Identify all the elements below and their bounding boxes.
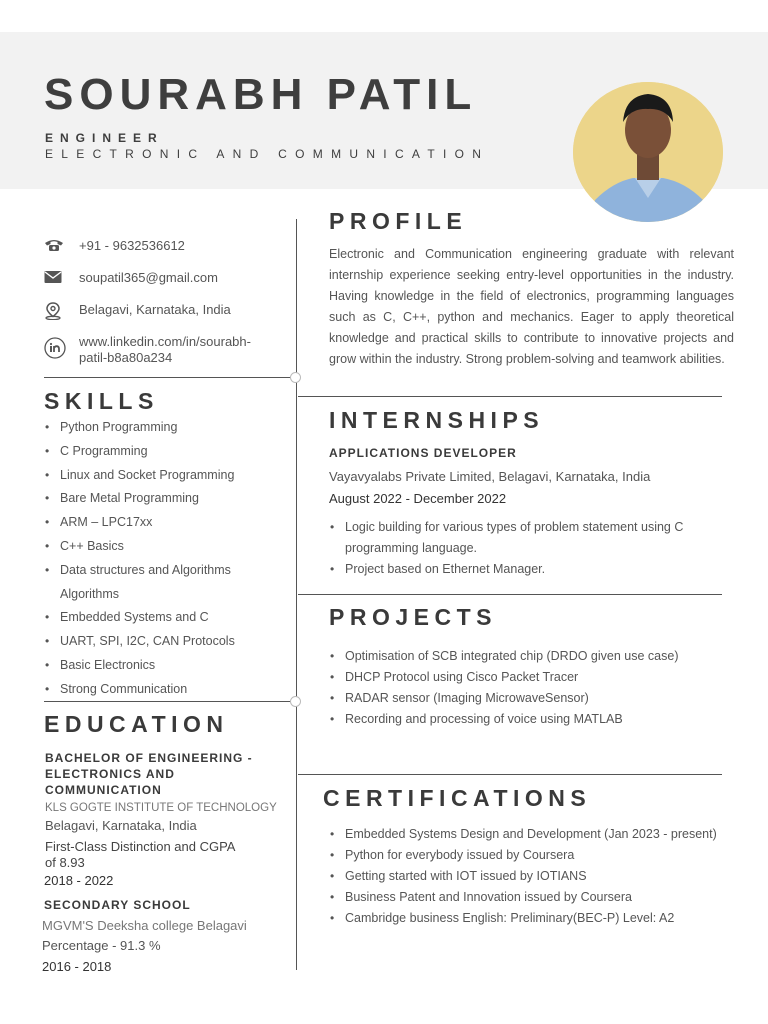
- profile-photo: [573, 82, 723, 222]
- internship-bullet: • Project based on Ethernet Manager.: [329, 559, 709, 580]
- skill-item: • ARM – LPC17xx: [44, 511, 279, 535]
- projects-heading: PROJECTS: [329, 604, 497, 630]
- degree-years: 2018 - 2022: [44, 873, 114, 888]
- job-company: Vayavyalabs Private Limited, Belagavi, Karnataka, India: [329, 469, 651, 484]
- secondary-school-percentage: Percentage - 91.3 %: [42, 938, 161, 953]
- skills-heading: SKILLS: [44, 388, 159, 414]
- secondary-school-years: 2016 - 2018: [42, 959, 112, 974]
- certification-item: • Business Patent and Innovation issued by Coursera: [329, 887, 749, 908]
- college-name: KLS GOGTE INSTITUTE OF TECHNOLOGY: [45, 802, 277, 814]
- divider-dot: [290, 696, 301, 707]
- certification-item: • Cambridge business English: Preliminary(BEC-P) Level: A2: [329, 908, 749, 929]
- internships-heading: INTERNSHIPS: [329, 407, 545, 433]
- divider-dot: [290, 372, 301, 383]
- certification-item: • Python for everybody issued by Coursera: [329, 845, 749, 866]
- skill-item: • UART, SPI, I2C, CAN Protocols: [44, 630, 279, 654]
- candidate-name: SOURABH PATIL: [44, 70, 478, 119]
- location-pin-icon: [44, 302, 64, 320]
- skill-item: • Python Programming: [44, 416, 279, 440]
- skill-item: • Strong Communication: [44, 678, 279, 702]
- skill-item: • Data structures and Algorithms Algorithms: [44, 559, 235, 607]
- phone-icon: [44, 238, 64, 256]
- education-heading: EDUCATION: [44, 711, 229, 737]
- profile-heading: PROFILE: [329, 208, 468, 234]
- linkedin-icon: [44, 337, 64, 355]
- email-link[interactable]: soupatil365@gmail.com: [79, 270, 218, 285]
- linkedin-link[interactable]: www.linkedin.com/in/sourabh-patil-b8a80a234: [79, 334, 251, 365]
- project-item: • Optimisation of SCB integrated chip (DRDO given use case): [329, 646, 729, 667]
- internship-bullet: • Logic building for various types of problem statement using C programming language.: [329, 517, 709, 559]
- divider: [298, 774, 722, 775]
- degree-result: First-Class Distinction and CGPA of 8.93: [45, 839, 235, 870]
- internship-bullets: [329, 517, 709, 580]
- skill-item: • C++ Basics: [44, 535, 279, 559]
- secondary-school-name: MGVM'S Deeksha college Belagavi: [42, 918, 247, 933]
- certification-item: • Embedded Systems Design and Development (Jan 2023 - present): [329, 824, 749, 845]
- role-title: ENGINEER: [45, 131, 164, 145]
- skill-item: • Linux and Socket Programming: [44, 464, 279, 488]
- job-title: APPLICATIONS DEVELOPER: [329, 446, 517, 460]
- certification-item: • Getting started with IOT issued by IOTIANS: [329, 866, 749, 887]
- skills-list: [44, 416, 279, 702]
- email-icon: [44, 270, 64, 288]
- divider: [298, 594, 722, 595]
- certifications-heading: CERTIFICATIONS: [323, 785, 592, 811]
- column-divider: [296, 219, 297, 970]
- certifications-list: [329, 824, 749, 929]
- projects-list: [329, 646, 729, 730]
- divider: [298, 396, 722, 397]
- degree-title: BACHELOR OF ENGINEERING - ELECTRONICS AND COMMUNICATION: [45, 751, 253, 797]
- job-dates: August 2022 - December 2022: [329, 491, 507, 506]
- profile-summary: Electronic and Communication engineering graduate with relevant internship experience seeking entry-level opportunities in the industry. Having knowledge in the field of electronics, programming languages such as C, C++, python and mechanics. Eager to apply theoretical knowledge and practical skills to contribute to innovative projects and grow within the industry. Strong problem-solving and teamwork abilities.: [329, 247, 734, 366]
- skill-item: • Bare Metal Programming: [44, 487, 279, 511]
- location-text: Belagavi, Karnataka, India: [79, 302, 231, 317]
- college-location: Belagavi, Karnataka, India: [45, 818, 197, 833]
- secondary-school-heading: SECONDARY SCHOOL: [44, 898, 191, 912]
- project-item: • DHCP Protocol using Cisco Packet Tracer: [329, 667, 729, 688]
- skill-item: • Basic Electronics: [44, 654, 279, 678]
- project-item: • RADAR sensor (Imaging MicrowaveSensor): [329, 688, 729, 709]
- skill-item: • Embedded Systems and C: [44, 606, 279, 630]
- role-subtitle: ELECTRONIC AND COMMUNICATION: [45, 147, 490, 161]
- divider: [44, 377, 294, 378]
- skill-item: • C Programming: [44, 440, 279, 464]
- project-item: • Recording and processing of voice using MATLAB: [329, 709, 729, 730]
- phone-number: +91 - 9632536612: [79, 238, 185, 253]
